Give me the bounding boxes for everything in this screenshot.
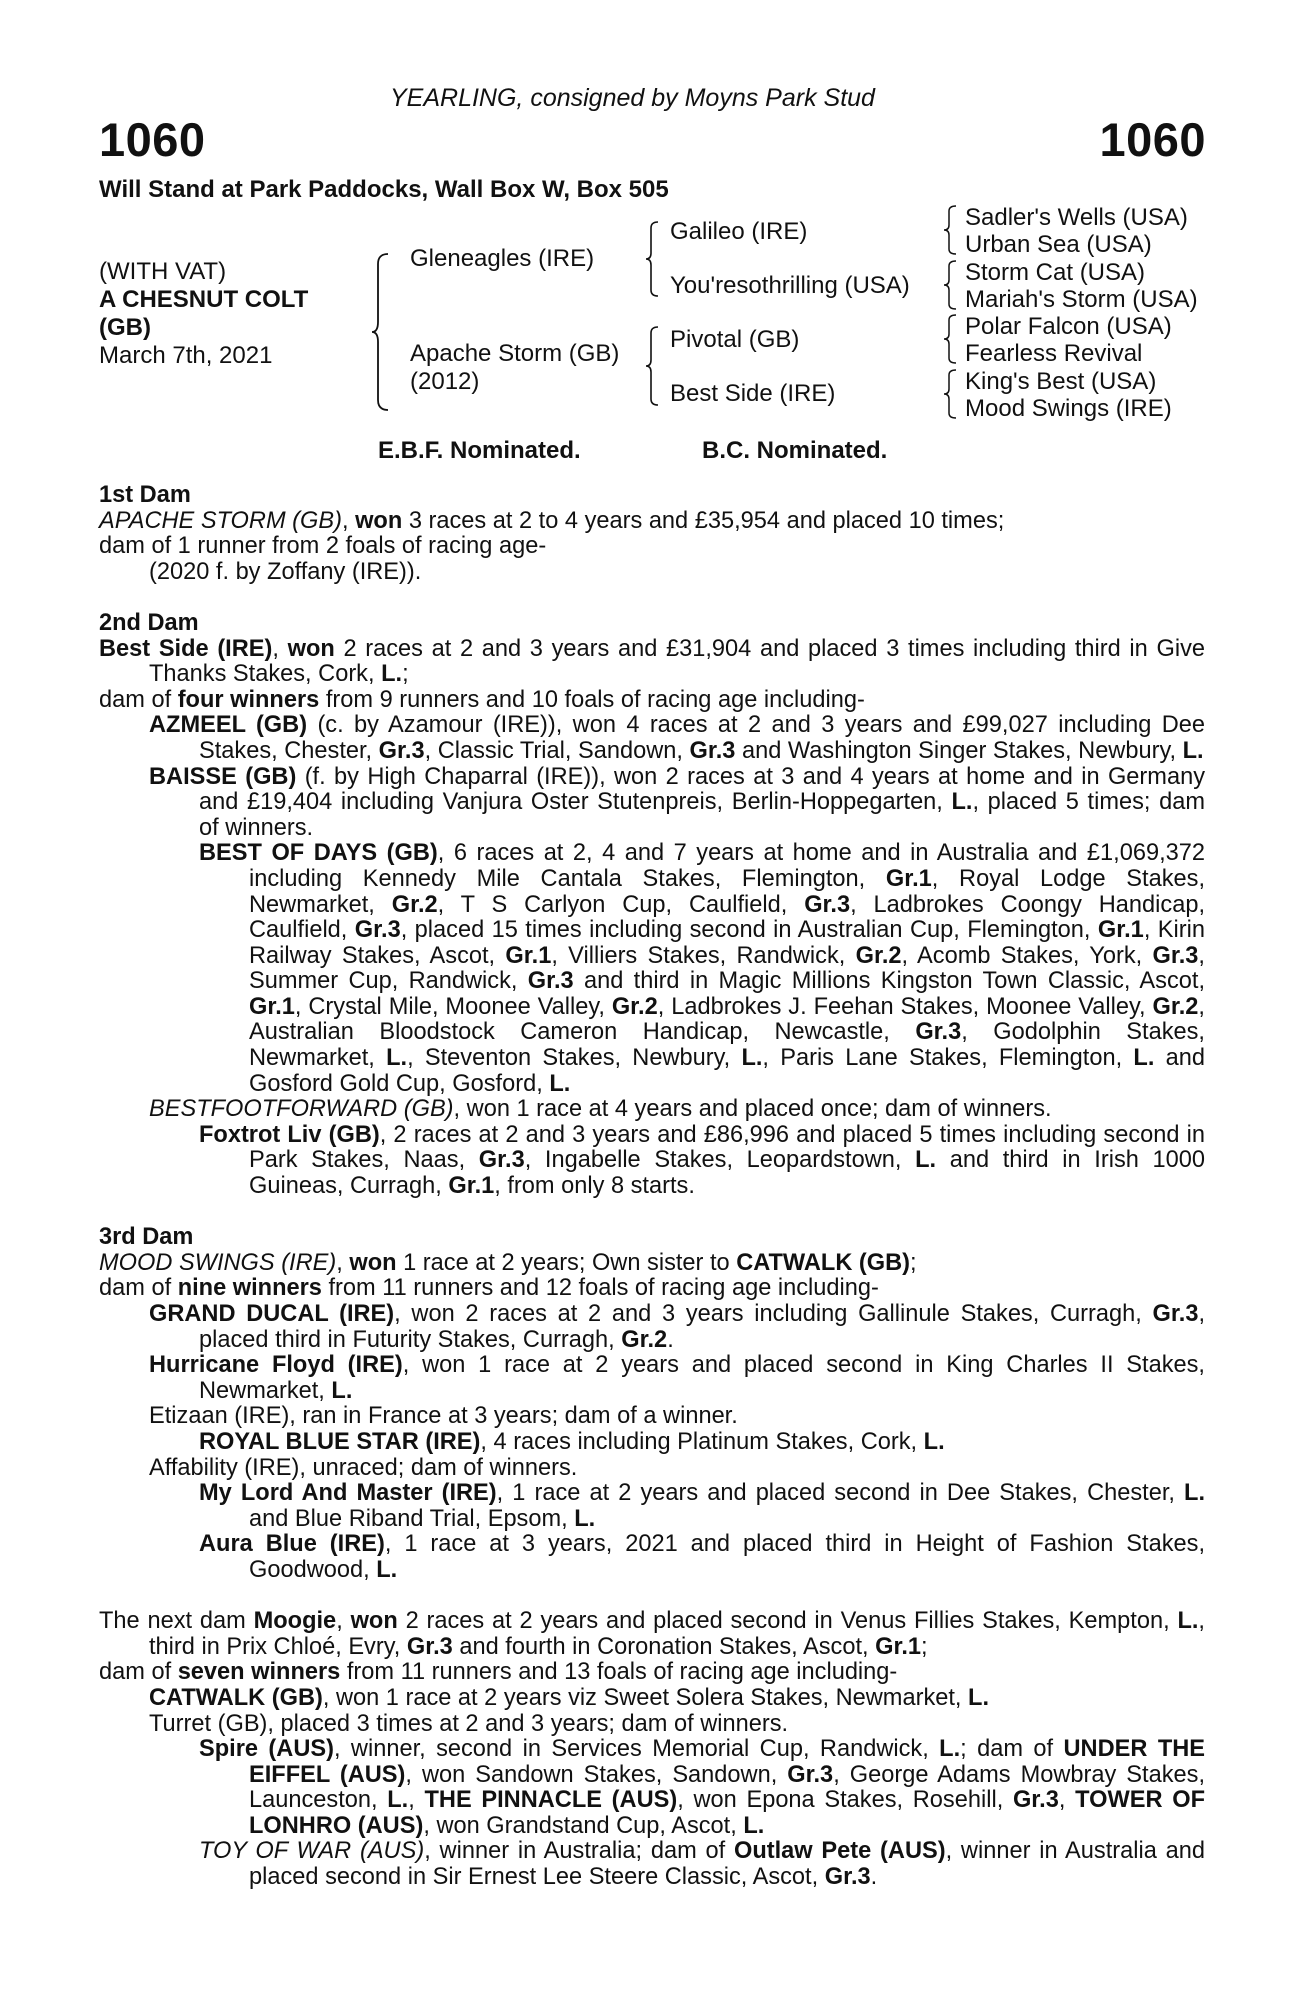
third-dam-line	[99, 1251, 1205, 1277]
t: ; dam of	[960, 1736, 1064, 1763]
winners-count: nine winners	[177, 1275, 322, 1302]
t: , Villiers Stakes, Randwick,	[551, 942, 856, 969]
entry-foxtrot-liv	[99, 1123, 1205, 1200]
grade: L.	[743, 1812, 765, 1839]
t: , won Epona Stakes, Rosehill,	[677, 1787, 1013, 1814]
punct: ;	[402, 661, 409, 688]
second-dam-produce	[99, 688, 1205, 714]
t: , won Sandown Stakes, Sandown,	[405, 1761, 788, 1788]
first-dam-heading: 1st Dam	[99, 482, 191, 508]
entry-spire	[99, 1737, 1205, 1839]
grade: L.	[549, 1070, 571, 1097]
horse-name: My Lord And Master (IRE)	[199, 1480, 497, 1507]
next-dam-name: Moogie	[253, 1608, 337, 1635]
horse-name: TOY OF WAR (AUS)	[199, 1838, 425, 1865]
t: , 1 race at 3 years, 2021 and placed third in Height of Fashion Stakes, Goodwood,	[249, 1531, 1205, 1583]
first-dam-line: APACHE STORM (GB), won 3 races at 2 to 4 years and £35,954 and placed 10 times;	[99, 507, 1005, 534]
grade: Gr.1	[875, 1633, 922, 1660]
grade: Gr.3	[787, 1761, 834, 1788]
third-dam-name: MOOD SWINGS (IRE)	[99, 1249, 337, 1276]
t: , won 2 races at 2 and 3 years including Gallinule Stakes, Curragh,	[394, 1301, 1153, 1327]
grade: Gr.3	[824, 1864, 871, 1891]
lot-number-right: 1060	[1099, 113, 1206, 166]
pedigree-dam: Apache Storm (GB)	[410, 340, 620, 367]
t: ;	[921, 1633, 928, 1660]
winners-count: four winners	[177, 686, 320, 713]
pedigree-g3: Storm Cat (USA)	[965, 259, 1146, 286]
horse-name: BEST OF DAYS (GB)	[199, 840, 438, 867]
vat-label: (WITH VAT)	[99, 258, 227, 285]
entry-turret: Turret (GB), placed 3 times at 2 and 3 years; dam of winners.	[149, 1710, 789, 1737]
grade: L.	[951, 789, 973, 816]
entry-catwalk	[99, 1686, 1205, 1712]
grade: L.	[386, 1045, 408, 1072]
t: , 2 races at 2 and 3 years and £86,996 and placed 5 times including second in Park Stakes, Naas,	[249, 1121, 1205, 1174]
t: and Washington Singer Stakes, Newbury,	[735, 737, 1183, 764]
pedigree-g4: Mariah's Storm (USA)	[965, 286, 1198, 313]
pedigree-sire-sire: Galileo (IRE)	[670, 218, 808, 245]
produce-summary: from 9 runners and 10 foals of racing age including-	[319, 686, 865, 713]
pedigree-brace-main	[370, 252, 392, 412]
entry-bestfootforward	[99, 1097, 1205, 1123]
pedigree-brace-g4	[942, 368, 960, 420]
dam-of: dam of	[99, 1275, 178, 1302]
second-dam-record: 2 races at 2 and 3 years and £31,904 and placed 3 times including third in Give Thanks Stakes, Cork,	[149, 635, 1205, 688]
lot-number-left: 1060	[99, 113, 206, 166]
pedigree-brace-dam	[644, 325, 662, 407]
won-label: won	[350, 1608, 398, 1635]
t: ,	[336, 1608, 351, 1635]
t: (c. by Azamour (IRE)), won 4 races at 2 and 3 years and £99,027 including Dee Stakes, Chester,	[199, 712, 1205, 764]
grade: Gr.1	[885, 865, 932, 892]
t: , winner in Australia and placed second in Sir Ernest Lee Steere Classic, Ascot,	[249, 1838, 1206, 1891]
pedigree-dam-dam: Best Side (IRE)	[670, 380, 836, 407]
grade: Gr.3	[1012, 1787, 1059, 1814]
grade: L.	[923, 1428, 945, 1455]
horse-name: BESTFOOTFORWARD (GB)	[149, 1096, 454, 1123]
t: , 6 races at 2, 4 and 7 years at home and in Australia and £1,069,372 including Kennedy Mile Cantala Stakes, Flemington,	[249, 840, 1205, 892]
t: , T S Carlyon Cup, Caulfield,	[437, 891, 805, 918]
grade: L.	[387, 1787, 409, 1814]
t: .	[870, 1864, 878, 1891]
t: , Acomb Stakes, York,	[901, 942, 1153, 969]
dam-of: dam of	[99, 1659, 178, 1686]
ebf-nominated: E.B.F. Nominated.	[378, 437, 581, 464]
first-dam-foal: (2020 f. by Zoffany (IRE)).	[149, 558, 422, 585]
stand-location: Will Stand at Park Paddocks, Wall Box W, Box 505	[99, 176, 669, 203]
third-dam-heading: 3rd Dam	[99, 1224, 194, 1251]
pedigree-g1: Sadler's Wells (USA)	[965, 204, 1188, 231]
horse-name: TOWER OF LONHRO (AUS)	[249, 1787, 1205, 1839]
pedigree-g6: Fearless Revival	[965, 340, 1143, 367]
grade: Gr.3	[354, 917, 401, 944]
grade: Gr.3	[1152, 942, 1199, 969]
t: , Kirin Railway Stakes, Ascot,	[249, 917, 1205, 969]
horse-name: GRAND DUCAL (IRE)	[149, 1301, 395, 1327]
horse-name: A CHESNUT COLT	[99, 286, 309, 313]
won-label: won	[349, 1249, 397, 1276]
t: , Summer Cup, Randwick,	[249, 942, 1205, 995]
t: and Gosford Gold Cup, Gosford,	[249, 1045, 1205, 1097]
pedigree-brace-g2	[942, 259, 960, 311]
t: , Australian Bloodstock Cameron Handicap, Newcastle,	[249, 993, 1205, 1046]
grade: L.	[376, 1556, 398, 1583]
pedigree-g2: Urban Sea (USA)	[965, 231, 1152, 258]
horse-name: Spire (AUS)	[199, 1736, 334, 1763]
t: , won 1 race at 4 years and placed once; dam of winners.	[453, 1096, 1052, 1123]
horse-name: UNDER THE EIFFEL (AUS)	[249, 1736, 1206, 1788]
t: , Ingabelle Stakes, Leopardstown,	[524, 1147, 916, 1174]
t: , George Adams Mowbray Stakes, Launceston,	[249, 1761, 1205, 1814]
grade: Gr.2	[611, 993, 658, 1020]
grade: Gr.3	[804, 891, 851, 918]
entry-grand-ducal	[99, 1302, 1205, 1353]
horse-name: Foxtrot Liv (GB)	[199, 1121, 380, 1148]
grade: L.	[1177, 1608, 1199, 1635]
t: , Royal Lodge Stakes, Newmarket,	[249, 865, 1205, 918]
grade: L.	[939, 1736, 961, 1763]
t: ,	[336, 1249, 350, 1276]
grade: L.	[1133, 1045, 1155, 1072]
grade: Gr.2	[391, 891, 438, 918]
produce-summary: from 11 runners and 13 foals of racing age including-	[340, 1659, 898, 1686]
t: , winner, second in Services Memorial Cup, Randwick,	[333, 1736, 940, 1763]
first-dam-record: 3 races at 2 to 4 years and £35,954 and placed 10 times;	[402, 507, 1005, 534]
grade: Gr.3	[406, 1633, 453, 1660]
grade: Gr.1	[505, 942, 552, 969]
grade: Gr.2	[1152, 993, 1199, 1020]
second-dam-line: Best Side (IRE), won 2 races at 2 and 3 years and £31,904 and placed 3 times including third in Give Thanks Stakes, Cork, L.;	[99, 635, 1205, 688]
entry-baisse	[99, 765, 1205, 842]
grade: Gr.3	[689, 737, 736, 764]
t: and third in Irish 1000 Guineas, Curragh,	[249, 1147, 1205, 1200]
horse-dob: March 7th, 2021	[99, 342, 273, 369]
pedigree-g5: Polar Falcon (USA)	[965, 313, 1172, 340]
grade: L.	[331, 1377, 353, 1404]
entry-royal-blue-star	[99, 1430, 1205, 1456]
pedigree-sire: Gleneagles (IRE)	[410, 245, 595, 272]
t: ;	[910, 1249, 917, 1276]
t: , Ladbrokes Coongy Handicap, Caulfield,	[249, 891, 1205, 944]
horse-name: ROYAL BLUE STAR (IRE)	[199, 1428, 481, 1455]
t: , placed 5 times; dam of winners.	[199, 789, 1206, 841]
grade: Gr.3	[915, 1019, 962, 1046]
first-dam-produce: dam of 1 runner from 2 foals of racing age-	[99, 533, 547, 560]
grade: Gr.3	[478, 1147, 525, 1174]
t: 2 races at 2 years and placed second in Venus Fillies Stakes, Kempton,	[397, 1608, 1178, 1635]
t: .	[667, 1326, 674, 1353]
produce-summary: from 11 runners and 12 foals of racing age including-	[321, 1275, 879, 1302]
produce-record	[99, 483, 1205, 1891]
grade: L.	[915, 1147, 937, 1174]
entry-hurricane-floyd	[99, 1353, 1205, 1404]
horse-origin: (GB)	[99, 314, 151, 341]
t: ,	[1058, 1787, 1076, 1814]
t: 1 race at 2 years; Own sister to	[396, 1249, 737, 1276]
first-dam-name: APACHE STORM (GB)	[99, 507, 342, 534]
pedigree-dam-sire: Pivotal (GB)	[670, 326, 800, 353]
next-dam-line	[99, 1609, 1205, 1660]
t: , Steventon Stakes, Newbury,	[407, 1045, 742, 1072]
t: , third in Prix Chloé, Evry,	[149, 1608, 1205, 1660]
third-dam-produce	[99, 1276, 1205, 1302]
horse-name: Aura Blue (IRE)	[199, 1531, 385, 1558]
t: and Blue Riband Trial, Epsom,	[249, 1505, 575, 1532]
t: and fourth in Coronation Stakes, Ascot,	[452, 1633, 876, 1660]
pedigree-g8: Mood Swings (IRE)	[965, 395, 1172, 422]
t: , Paris Lane Stakes, Flemington,	[762, 1045, 1134, 1072]
entry-best-of-days	[99, 841, 1205, 1097]
t: , winner in Australia; dam of	[424, 1838, 734, 1865]
grade: Gr.3	[1152, 1301, 1199, 1327]
grade: Gr.1	[249, 993, 295, 1020]
grade: Gr.2	[621, 1326, 668, 1353]
horse-name: CATWALK (GB)	[736, 1249, 911, 1276]
t: (f. by High Chaparral (IRE)), won 2 races at 3 and 4 years at home and in Germany and £19,404 including Vanjura Oster Stutenpreis, Berlin-Hoppegarten,	[199, 763, 1205, 816]
next-dam-produce	[99, 1660, 1205, 1686]
pedigree-brace-g1	[942, 204, 960, 256]
second-dam-heading: 2nd Dam	[99, 609, 199, 636]
t: , 4 races including Platinum Stakes, Cork,	[480, 1428, 924, 1455]
consignment-line: YEARLING, consigned by Moyns Park Stud	[390, 84, 875, 112]
t: , placed third in Futurity Stakes, Curragh,	[199, 1301, 1206, 1353]
t: , 1 race at 2 years and placed second in Dee Stakes, Chester,	[496, 1480, 1185, 1507]
t: , placed 15 times including second in Australian Cup, Flemington,	[400, 917, 1098, 944]
t: ,	[408, 1787, 425, 1814]
t: , Classic Trial, Sandown,	[424, 737, 690, 764]
horse-name: THE PINNACLE (AUS)	[424, 1787, 678, 1814]
t: , Crystal Mile, Moonee Valley,	[294, 993, 612, 1020]
grade: L.	[968, 1684, 989, 1711]
won-label: won	[355, 507, 403, 534]
grade: L.	[1182, 737, 1204, 764]
t: , won Grandstand Cup, Ascot,	[423, 1812, 744, 1839]
pedigree-dam-year: (2012)	[410, 368, 480, 395]
entry-etizaan: Etizaan (IRE), ran in France at 3 years; dam of a winner.	[149, 1403, 738, 1430]
t: , won 1 race at 2 years viz Sweet Solera Stakes, Newmarket,	[322, 1684, 969, 1711]
entry-toy-of-war	[99, 1839, 1205, 1890]
grade: Gr.2	[855, 942, 902, 969]
t: , from only 8 starts.	[494, 1173, 695, 1200]
t: , Godolphin Stakes, Newmarket,	[249, 1019, 1205, 1072]
grade: Gr.3	[378, 737, 425, 764]
grade: L.	[741, 1045, 763, 1072]
t: The next dam	[99, 1608, 254, 1635]
entry-azmeel	[99, 713, 1205, 764]
dam-of: dam of	[99, 686, 178, 713]
grade: Gr.3	[527, 968, 574, 995]
horse-name: AZMEEL (GB)	[149, 712, 308, 739]
t: , won 1 race at 2 years and placed second in King Charles II Stakes, Newmarket,	[199, 1352, 1205, 1404]
entry-aura-blue	[99, 1532, 1205, 1583]
pedigree-brace-sire	[644, 220, 662, 298]
t: and third in Magic Millions Kingston Town Classic, Ascot,	[573, 968, 1205, 995]
won-label: won	[287, 635, 335, 662]
pedigree-brace-g3	[942, 313, 960, 365]
second-dam-name: Best Side (IRE)	[99, 635, 273, 662]
grade: L.	[1184, 1480, 1205, 1507]
grade: Gr.1	[448, 1173, 495, 1200]
grade: L.	[574, 1505, 596, 1532]
grade: L.	[381, 661, 403, 688]
winners-count: seven winners	[177, 1659, 341, 1686]
bc-nominated: B.C. Nominated.	[702, 437, 888, 464]
horse-name: Hurricane Floyd (IRE)	[149, 1352, 403, 1379]
pedigree-sire-dam: You'resothrilling (USA)	[670, 272, 910, 299]
t: , Ladbrokes J. Feehan Stakes, Moonee Valley,	[657, 993, 1153, 1020]
horse-name: Outlaw Pete (AUS)	[733, 1838, 946, 1865]
horse-name: BAISSE (GB)	[149, 763, 297, 790]
entry-affability: Affability (IRE), unraced; dam of winners.	[149, 1454, 578, 1481]
grade: Gr.1	[1097, 917, 1144, 944]
pedigree-g7: King's Best (USA)	[965, 368, 1157, 395]
horse-name: CATWALK (GB)	[149, 1684, 323, 1711]
entry-my-lord-and-master	[99, 1481, 1205, 1532]
